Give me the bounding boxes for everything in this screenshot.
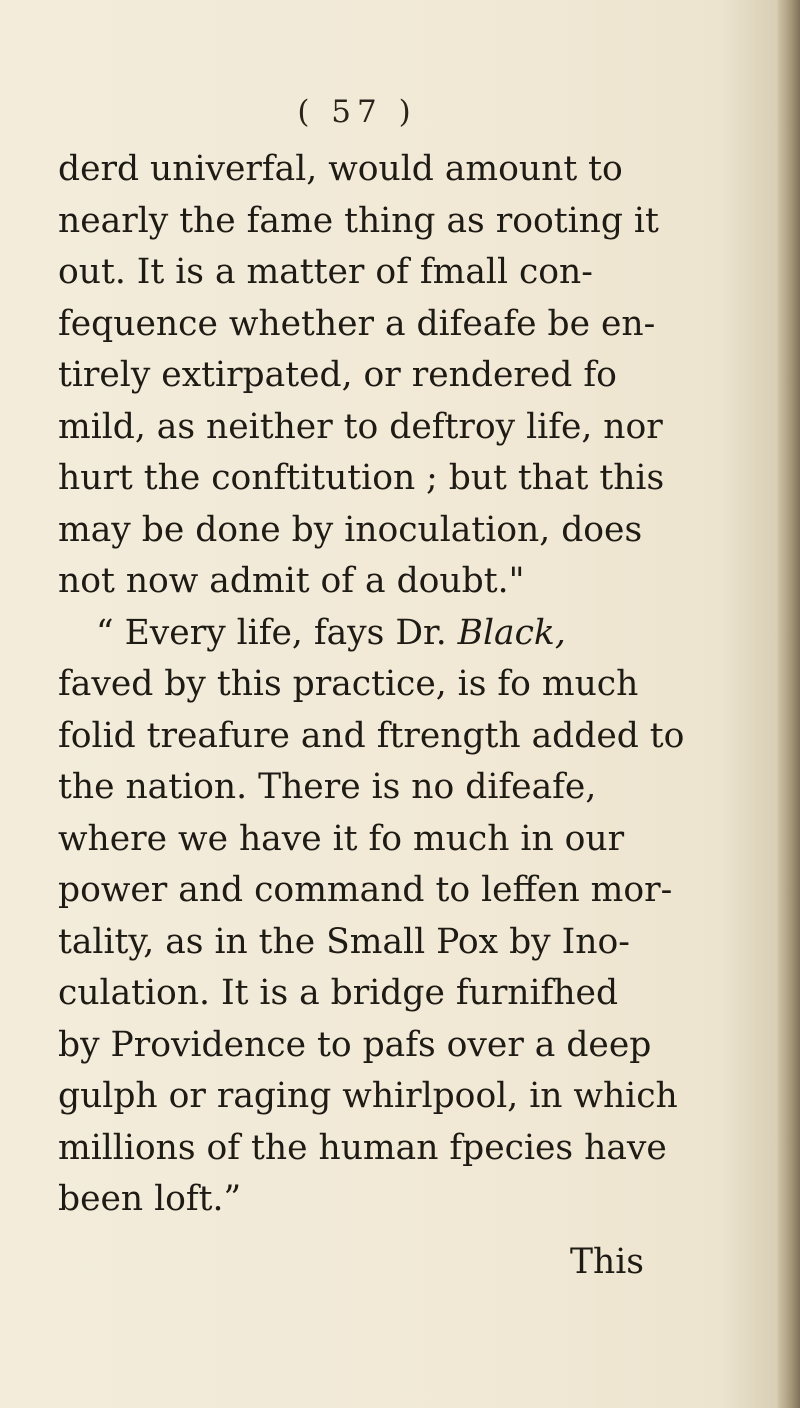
catchword: This: [570, 1242, 644, 1282]
page-edge-shadow: [778, 0, 800, 1408]
quote-line-10: millions of the human fpecies have: [58, 1127, 667, 1168]
text-line-5: tirely extirpated, or rendered fo: [58, 355, 617, 395]
quote-opening-line: [58, 608, 758, 660]
quote-line-2: folid treafure and ftrength added to: [58, 715, 685, 756]
quoted-author-name: Black,: [457, 612, 566, 653]
quote-line-5: power and command to leffen mor-: [58, 870, 673, 910]
page-number: ( 57 ): [297, 94, 417, 130]
quote-opening-text: “ Every life, fays Dr.: [96, 612, 458, 653]
quote-line-9: gulph or raging whirlpool, in which: [58, 1076, 678, 1116]
quote-line-8: by Providence to pafs over a deep: [58, 1024, 652, 1065]
quote-line-1: faved by this practice, is fo much: [58, 664, 639, 704]
text-line-4: fequence whether a difeafe be en-: [58, 303, 656, 344]
quote-line-11: been loft.”: [58, 1179, 242, 1219]
text-line-8: may be done by inoculation, does: [58, 509, 643, 550]
text-line-9: not now admit of a doubt.": [58, 561, 525, 601]
body-text: [58, 144, 758, 1226]
text-line-7: hurt the conftitution ; but that this: [58, 458, 665, 498]
quote-line-6: tality, as in the Small Pox by Ino-: [58, 921, 630, 962]
text-line-6: mild, as neither to deftroy life, nor: [58, 406, 663, 447]
text-line-1: derd univerfal, would amount to: [58, 149, 623, 189]
text-line-2: nearly the fame thing as rooting it: [58, 200, 659, 241]
quote-line-3: the nation. There is no difeafe,: [58, 767, 597, 807]
text-line-3: out. It is a matter of fmall con-: [58, 252, 593, 292]
quote-line-4: where we have it fo much in our: [58, 818, 625, 859]
quote-line-7: culation. It is a bridge furnifhed: [58, 973, 619, 1013]
